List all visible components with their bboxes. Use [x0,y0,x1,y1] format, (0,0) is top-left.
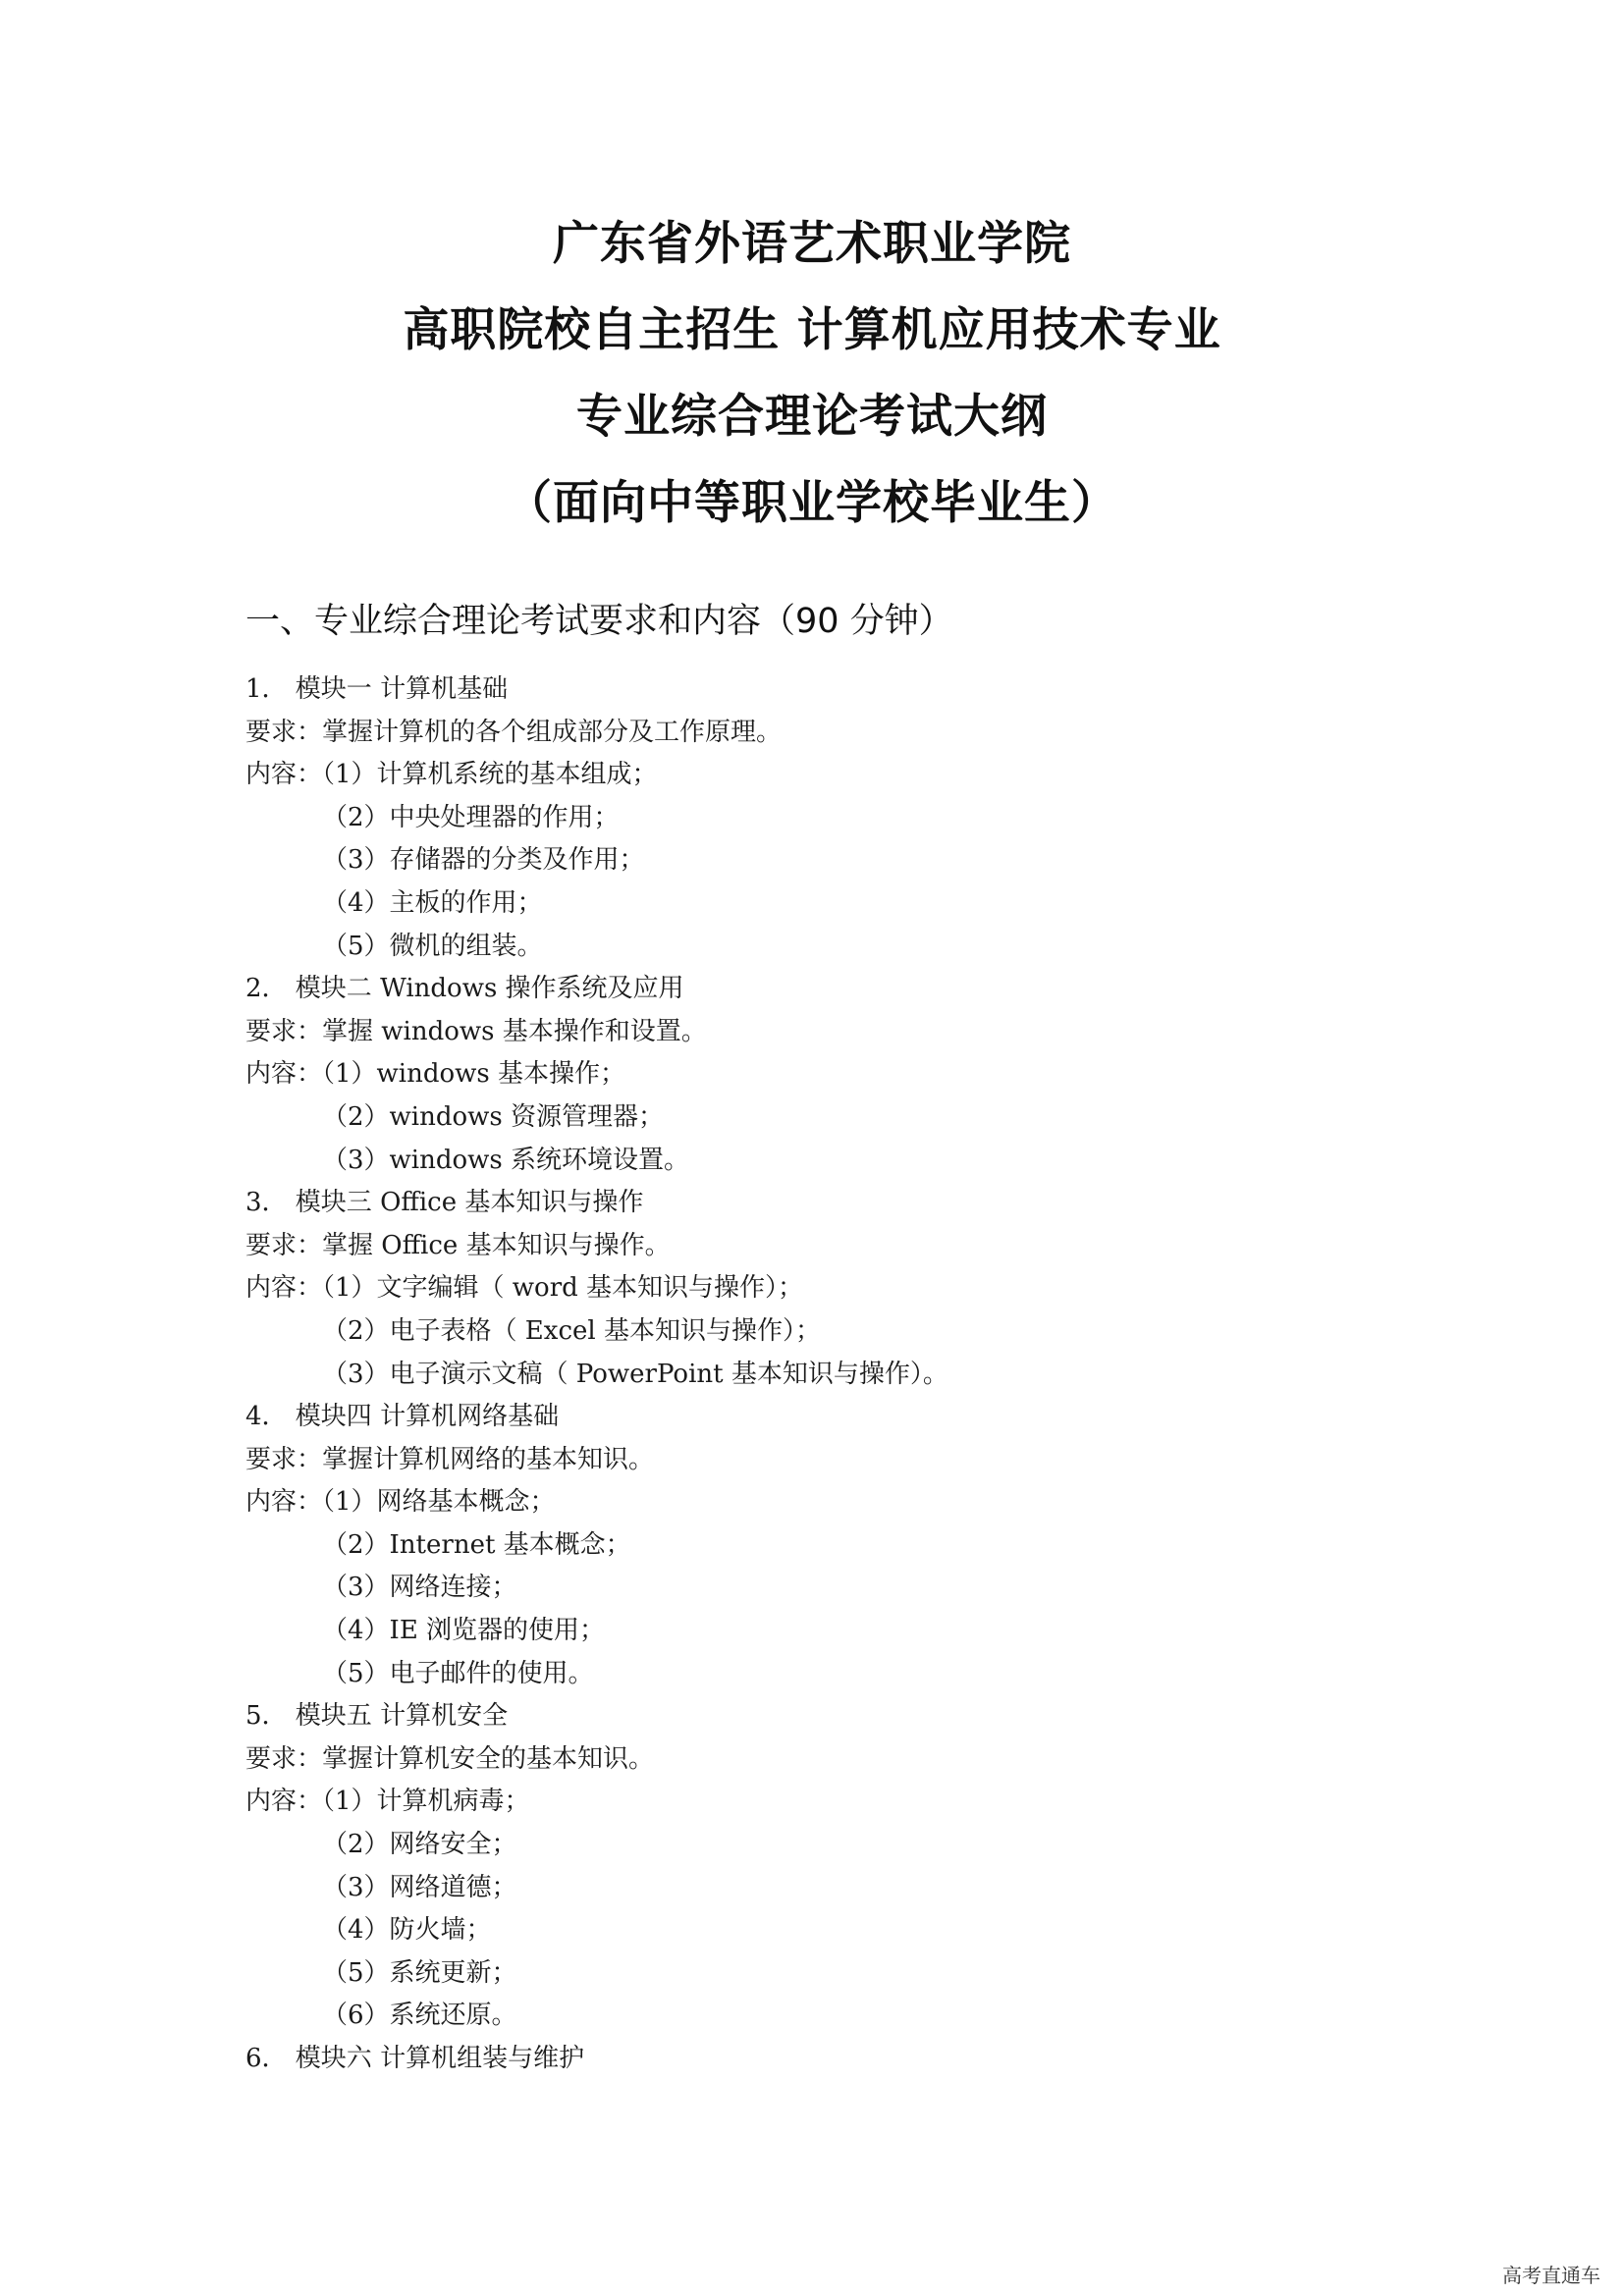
module-content-item: （5）微机的组装。 [322,931,543,961]
module-requirement: 要求：掌握 windows 基本操作和设置。 [245,1016,707,1046]
title-audience: （面向中等职业学校毕业生） [506,476,1118,530]
module-content-item: （2）中央处理器的作用； [322,802,620,832]
module-content-item: （5）系统更新； [322,1957,517,1988]
module-title: 3． 模块三 Office 基本知识与操作 [245,1188,644,1218]
module-content-item: （3）windows 系统环境设置。 [322,1145,690,1175]
module-title: 6． 模块六 计算机组装与维护 [245,2044,585,2073]
module-content-item: 内容：（1）文字编辑（ word 基本知识与操作）； [245,1273,804,1304]
module-content-item: （2）windows 资源管理器； [322,1101,665,1132]
module-content-item: （3）存储器的分类及作用； [322,845,645,876]
module-requirement: 要求：掌握计算机的各个组成部分及工作原理。 [245,717,783,747]
module-content-item: （2）Internet 基本概念； [322,1529,631,1560]
module-title: 1． 模块一 计算机基础 [245,674,509,704]
module-content-item: （3）网络连接； [322,1573,517,1603]
module-title: 5． 模块五 计算机安全 [245,1701,509,1732]
title-school: 广东省外语艺术职业学院 [553,217,1071,271]
module-content-item: （4）IE 浏览器的使用； [322,1616,606,1646]
module-content-item: （4）主板的作用； [322,887,543,918]
module-title: 2． 模块二 Windows 操作系统及应用 [245,974,684,1004]
title-block [0,201,1624,547]
title-exam: 专业综合理论考试大纲 [576,390,1048,444]
module-title: 4． 模块四 计算机网络基础 [245,1402,560,1432]
section-heading: 一、专业综合理论考试要求和内容（90 分钟） [245,602,953,641]
module-content-item: （5）电子邮件的使用。 [322,1658,594,1688]
module-content-item: （3）电子演示文稿（ PowerPoint 基本知识与操作）。 [322,1359,948,1389]
module-content-item: 内容：（1）网络基本概念； [245,1487,556,1518]
module-content-item: （6）系统还原。 [322,2001,517,2031]
module-content-item: 内容：（1）计算机系统的基本组成； [245,760,658,790]
module-requirement: 要求：掌握 Office 基本知识与操作。 [245,1230,671,1260]
module-content-item: （2）电子表格（ Excel 基本知识与操作）； [322,1315,821,1346]
module-content-item: （3）网络道德； [322,1872,517,1902]
module-content-item: （4）防火墙； [322,1915,492,1946]
module-content-item: 内容：（1）windows 基本操作； [245,1059,626,1090]
module-requirement: 要求：掌握计算机安全的基本知识。 [245,1743,655,1774]
title-program: 高职院校自主招生 计算机应用技术专业 [403,303,1221,357]
module-requirement: 要求：掌握计算机网络的基本知识。 [245,1444,655,1474]
module-content-item: 内容：（1）计算机病毒； [245,1787,530,1817]
module-list [245,668,1522,2081]
footer-watermark: 高考直通车 [1502,2264,1600,2287]
module-content-item: （2）网络安全； [322,1830,517,1860]
